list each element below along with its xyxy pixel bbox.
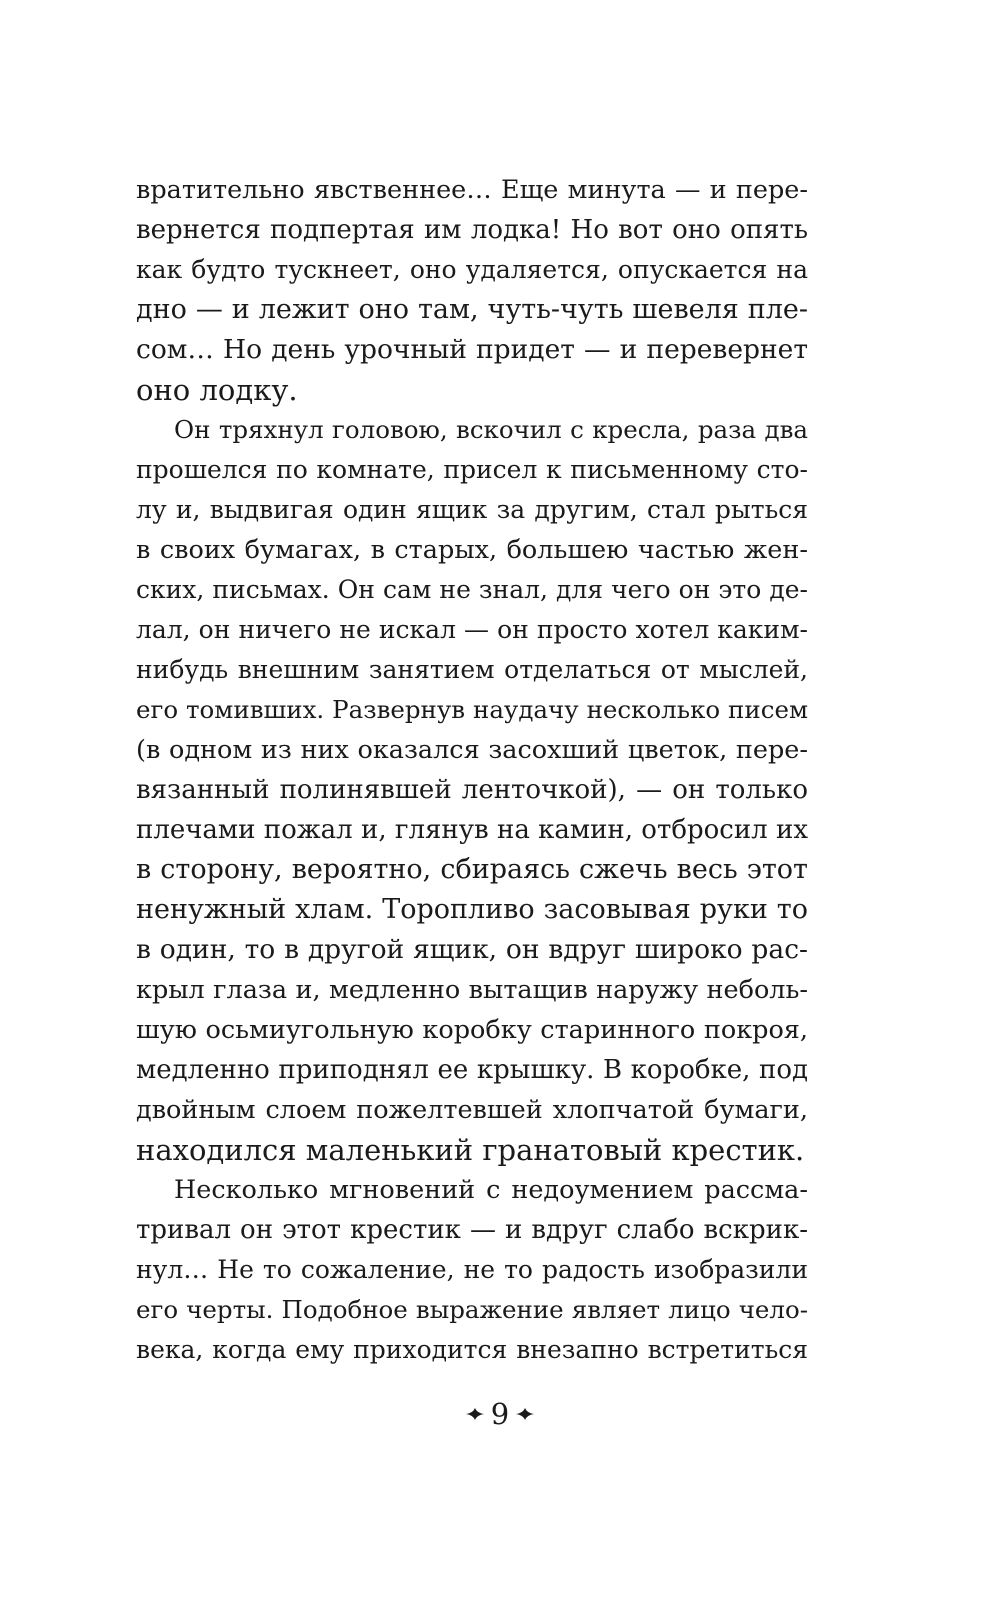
text-line: его черты. Подобное выражение являет лицо чело- — [136, 1295, 808, 1324]
text-line: ских, письмах. Он сам не знал, для чего он это де- — [136, 575, 808, 604]
text-line: дно — и лежит оно там, чуть-чуть шевеля пле- — [136, 294, 808, 325]
text-line: шую осьмиугольную коробку старинного покроя, — [136, 1015, 808, 1045]
text-line: (в одном из них оказался засохший цветок, пере- — [136, 735, 808, 765]
text-line: лал, он ничего не искал — он просто хотел каким- — [136, 615, 808, 644]
text-line: находился маленький гранатовый крестик. — [136, 1133, 805, 1167]
text-line: вязанный полинявшей ленточкой), — он только — [136, 775, 808, 805]
text-line: нул… Не то сожаление, не то радость изобразили — [136, 1255, 808, 1284]
text-line: как будто тускнеет, оно удаляется, опускается на — [136, 255, 808, 284]
text-line: в своих бумагах, в старых, большею частью жен- — [136, 535, 808, 565]
diamond-ornament-icon — [515, 1407, 535, 1421]
text-line: крыл глаза и, медленно вытащив наружу неболь- — [136, 975, 808, 1005]
text-line: в один, то в другой ящик, он вдруг широко рас- — [136, 934, 808, 965]
text-line: медленно приподнял ее крышку. В коробке, под — [136, 1055, 808, 1085]
text-line: ненужный хлам. Торопливо засовывая руки то — [136, 894, 808, 925]
text-line: плечами пожал и, глянув на камин, отбросил их — [136, 815, 808, 845]
page-number: 9 — [490, 1397, 510, 1431]
text-line: вратительно явственнее… Еще минута — и пере- — [136, 175, 808, 205]
page-footer — [0, 1396, 1000, 1432]
text-line: его томивших. Развернув наудачу несколько писем — [136, 695, 808, 724]
text-line: прошелся по комнате, присел к письменному сто- — [136, 455, 808, 484]
body-text — [136, 170, 808, 1370]
text-line: двойным слоем пожелтевшей хлопчатой бумаги, — [136, 1095, 808, 1125]
text-line: сом… Но день урочный придет — и перевернет — [136, 334, 808, 365]
text-line: в сторону, вероятно, сбираясь сжечь весь этот — [136, 854, 808, 885]
text-line: вернется подпертая им лодка! Но вот оно опять — [136, 215, 808, 245]
diamond-ornament-icon — [465, 1407, 485, 1421]
text-line: Несколько мгновений с недоумением рассма- — [174, 1175, 808, 1205]
text-line: лу и, выдвигая один ящик за другим, стал рыться — [136, 495, 808, 524]
text-line: Он тряхнул головою, вскочил с кресла, раза два — [174, 415, 808, 444]
text-line: нибудь внешним занятием отделаться от мыслей, — [136, 655, 808, 684]
text-line: тривал он этот крестик — и вдруг слабо вскрик- — [136, 1215, 808, 1245]
text-line: оно лодку. — [136, 373, 298, 407]
text-line: века, когда ему приходится внезапно встретиться — [136, 1335, 808, 1364]
